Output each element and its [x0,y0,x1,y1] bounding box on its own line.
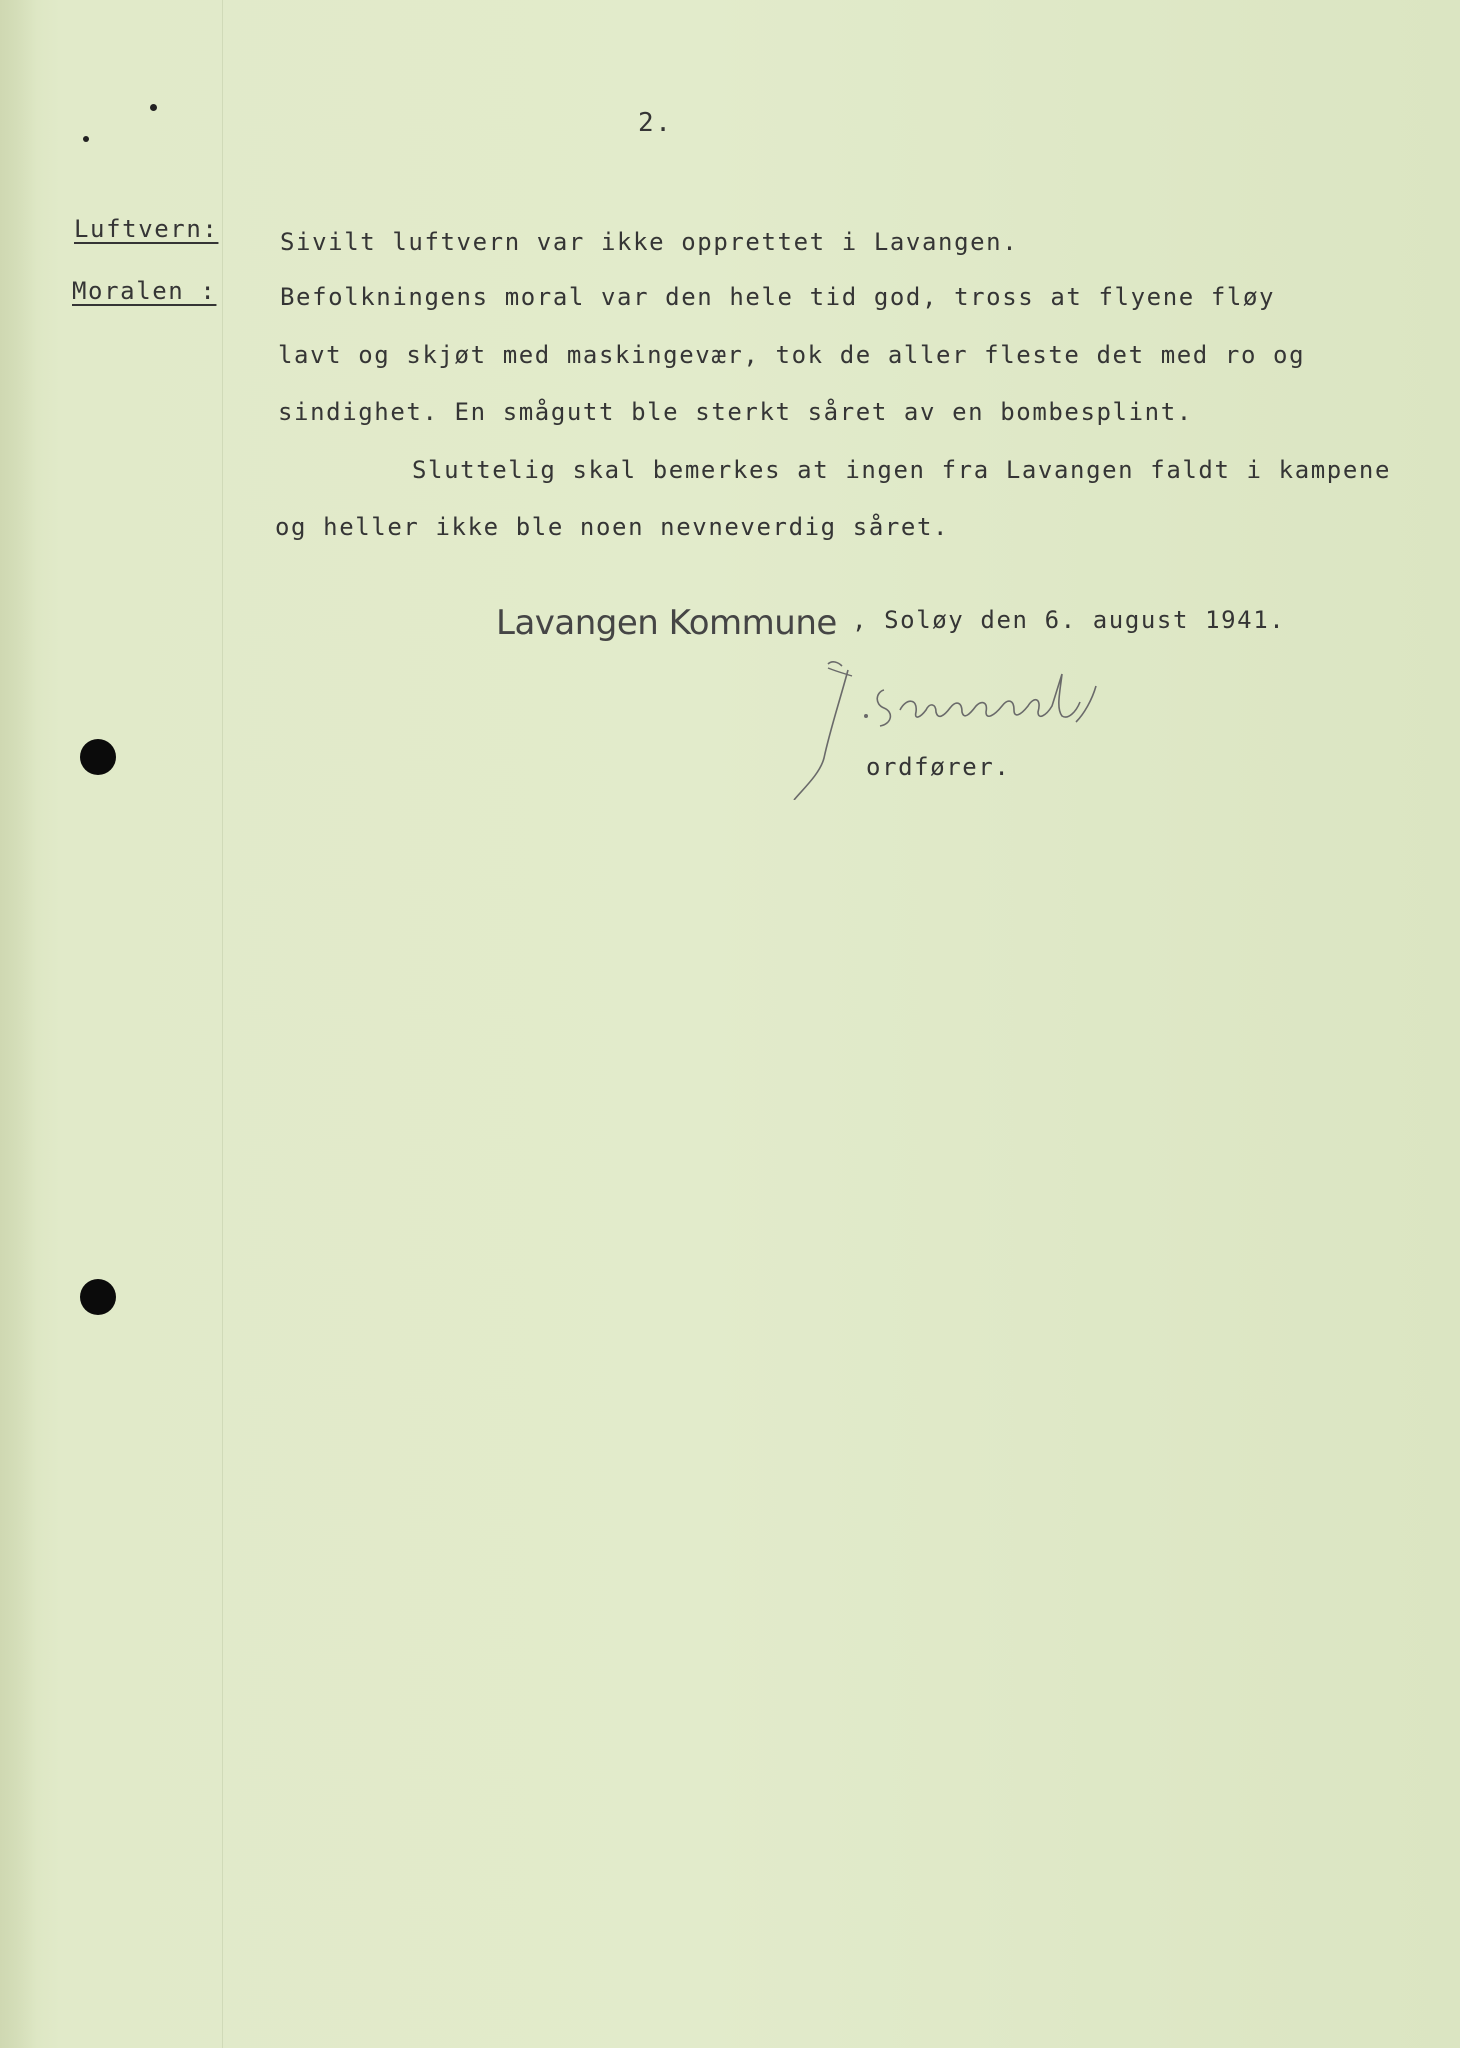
punch-hole-upper [80,739,116,775]
paper-fold-line [222,0,223,2048]
page-number: 2. [638,108,673,138]
ink-speck [83,136,89,142]
section-label-moralen: Moralen : [72,277,217,305]
moralen-line-1: Befolkningens moral var den hele tid god, tross at flyene fløy [280,283,1276,311]
date-line: , Soløy den 6. august 1941. [852,606,1286,634]
moralen-line-3: sindighet. En smågutt ble sterkt såret av en bombesplint. [278,398,1193,426]
paper-edge-shadow [0,0,36,2048]
signatory-title: ordfører. [866,753,1011,781]
section-label-luftvern: Luftvern: [74,215,219,243]
closing-line-1: Sluttelig skal bemerkes at ingen fra Lavangen faldt i kampene [412,456,1392,484]
moralen-line-2: lavt og skjøt med maskingevær, tok de aller fleste det med ro og [278,341,1306,369]
municipality-stamp: Lavangen Kommune [496,603,837,643]
section-text-luftvern: Sivilt luftvern var ikke opprettet i Lavangen. [280,228,1019,256]
closing-line-2: og heller ikke ble noen nevneverdig såret. [275,513,950,541]
ink-speck [150,104,157,111]
punch-hole-lower [80,1279,116,1315]
